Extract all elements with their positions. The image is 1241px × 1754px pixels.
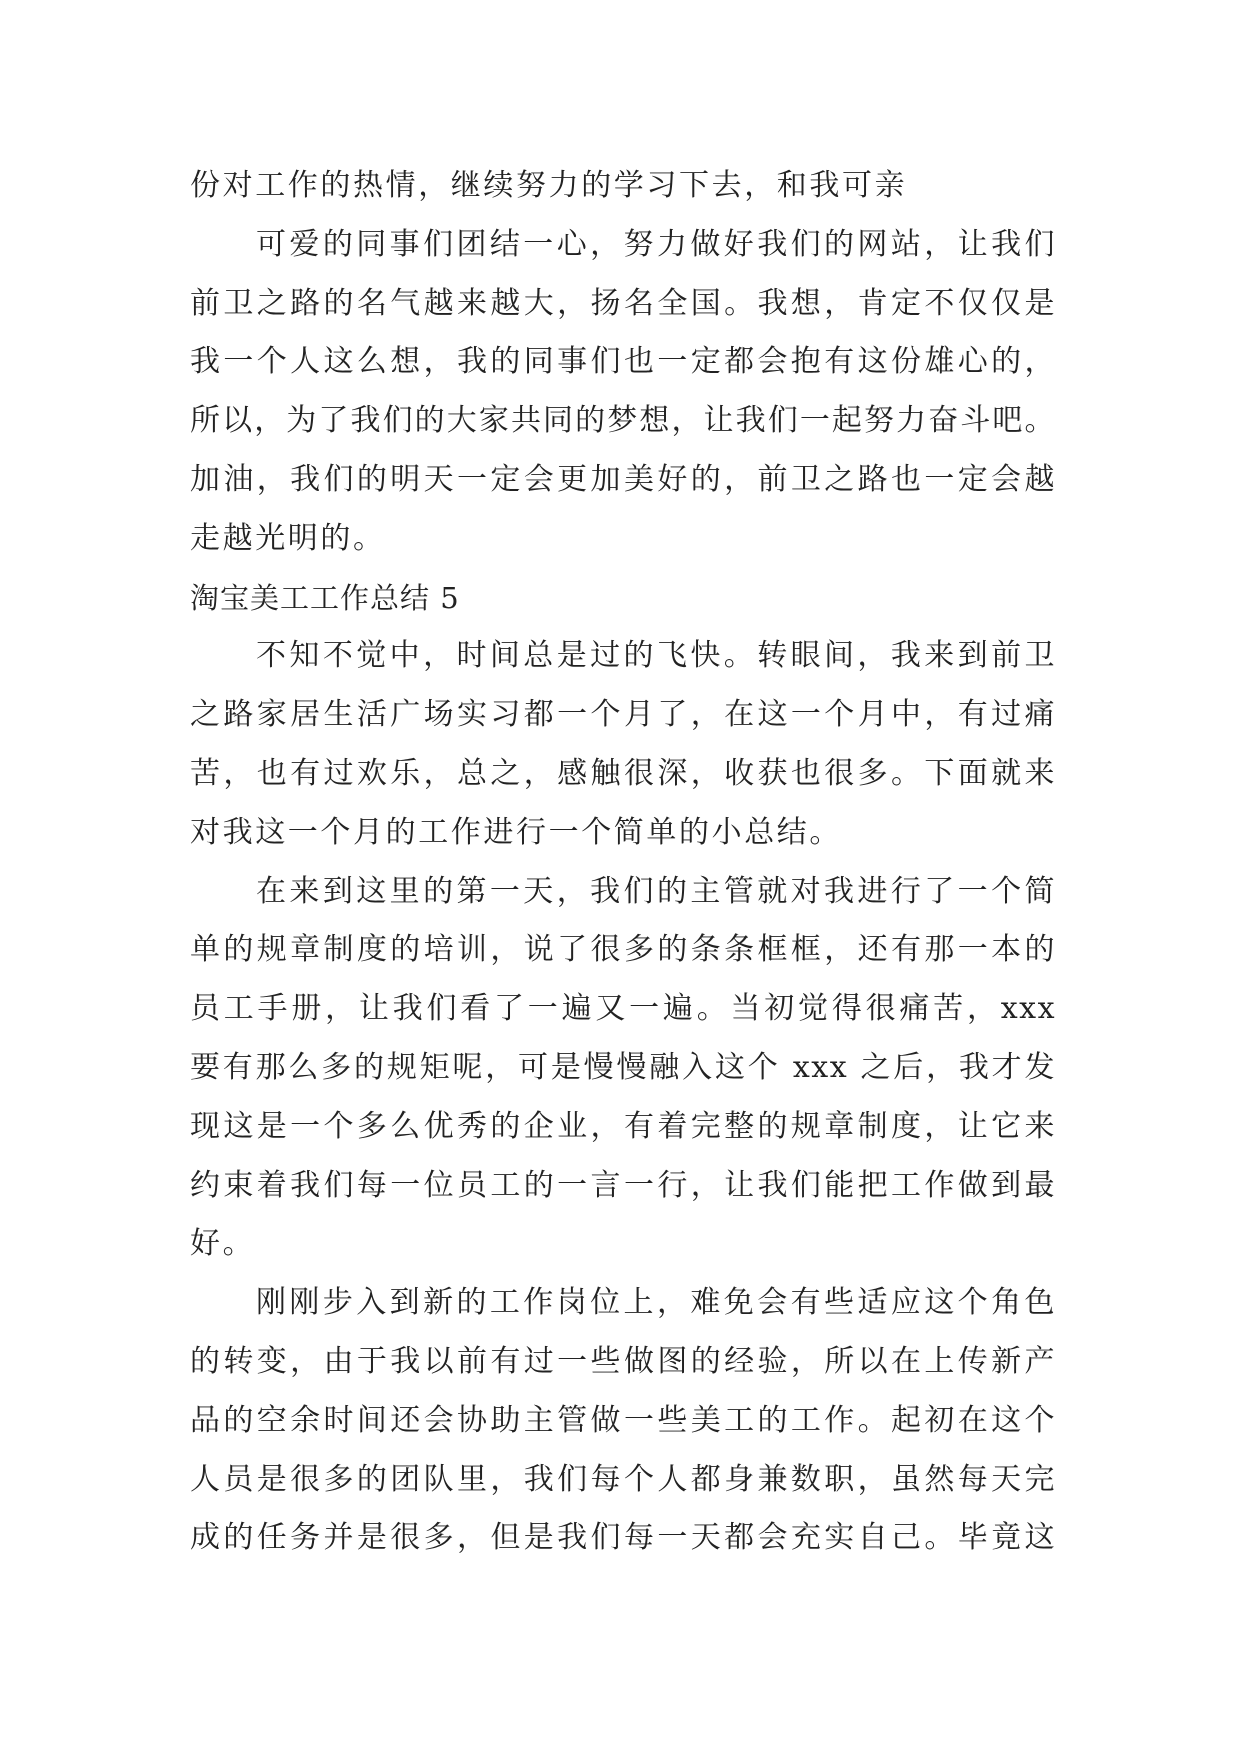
text-line: 单的规章制度的培训，说了很多的条条框框，还有那一本的 bbox=[190, 932, 1056, 968]
text-line: 我一个人这么想，我的同事们也一定都会抱有这份雄心的， bbox=[190, 344, 1056, 380]
text-line: 所以，为了我们的大家共同的梦想，让我们一起努力奋斗吧。 bbox=[190, 403, 1056, 439]
text-line: 的转变，由于我以前有过一些做图的经验，所以在上传新产 bbox=[190, 1343, 1056, 1379]
text-line: 份对工作的热情，继续努力的学习下去，和我可亲 bbox=[190, 168, 908, 203]
text-line: 对我这一个月的工作进行一个简单的小总结。 bbox=[190, 814, 842, 850]
text-line: 之路家居生活广场实习都一个月了，在这一个月中，有过痛 bbox=[190, 697, 1056, 733]
text-line: 现这是一个多么优秀的企业，有着完整的规章制度，让它来 bbox=[190, 1108, 1056, 1144]
text-line: 约束着我们每一位员工的一言一行，让我们能把工作做到最 bbox=[190, 1167, 1056, 1203]
text-line: 走越光明的。 bbox=[190, 520, 386, 556]
text-line: 要有那么多的规矩呢，可是慢慢融入这个 xxx 之后，我才发 bbox=[190, 1049, 1056, 1085]
text-line: 前卫之路的名气越来越大，扬名全国。我想，肯定不仅仅是 bbox=[190, 285, 1056, 321]
text-line: 人员是很多的团队里，我们每个人都身兼数职，虽然每天完 bbox=[190, 1461, 1056, 1497]
text-line: 成的任务并是很多，但是我们每一天都会充实自己。毕竟这 bbox=[190, 1520, 1056, 1556]
text-line: 好。 bbox=[190, 1226, 256, 1262]
text-line: 不知不觉中，时间总是过的飞快。转眼间，我来到前卫 bbox=[256, 638, 1056, 674]
text-line: 苦，也有过欢乐，总之，感触很深，收获也很多。下面就来 bbox=[190, 755, 1056, 791]
text-line: 加油，我们的明天一定会更加美好的，前卫之路也一定会越 bbox=[190, 461, 1056, 497]
text-line: 可爱的同事们团结一心，努力做好我们的网站，让我们 bbox=[256, 226, 1056, 262]
text-line: 员工手册，让我们看了一遍又一遍。当初觉得很痛苦，xxx bbox=[190, 991, 1056, 1027]
text-line: 品的空余时间还会协助主管做一些美工的工作。起初在这个 bbox=[190, 1402, 1056, 1438]
text-line: 刚刚步入到新的工作岗位上，难免会有些适应这个角色 bbox=[256, 1285, 1056, 1321]
section-heading: 淘宝美工工作总结 5 bbox=[190, 580, 460, 615]
text-line: 在来到这里的第一天，我们的主管就对我进行了一个简 bbox=[256, 873, 1056, 909]
document-body bbox=[190, 157, 1056, 1568]
